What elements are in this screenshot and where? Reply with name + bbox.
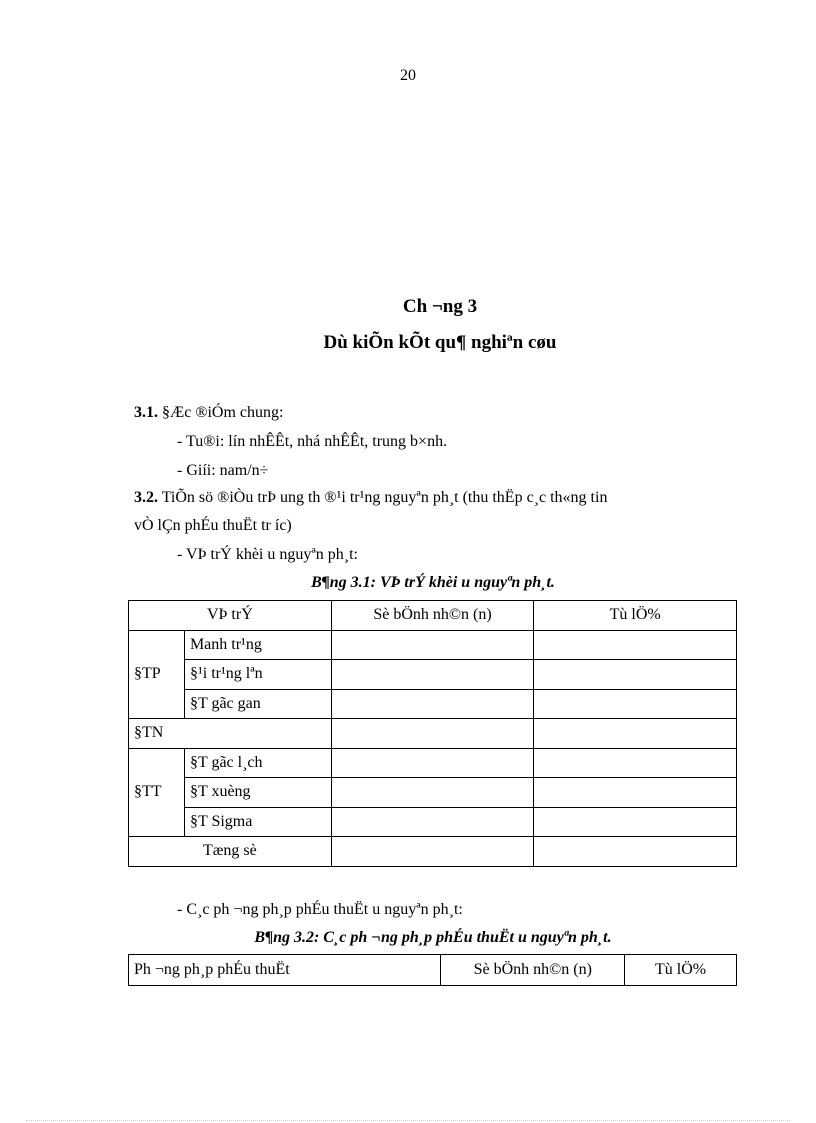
table-row <box>129 630 737 660</box>
table-row <box>129 807 737 837</box>
section-number: 3.2. <box>134 489 158 506</box>
table-header-row <box>129 955 737 986</box>
percent-cell <box>534 660 737 690</box>
table-header-row <box>129 601 737 631</box>
count-cell <box>331 630 534 660</box>
row-label: §T gãc gan <box>184 689 331 719</box>
header-cell: Sè bÖnh nh©n (n) <box>331 601 534 631</box>
tumor-location-item: - VÞ trÝ khèi u nguyªn ph¸t: <box>177 546 358 563</box>
table2-caption: B¶ng 3.2: C¸c ph ¬ng ph¸p phÉu thuËt u nguyªn ph¸t. <box>254 929 612 946</box>
group-label-tn: §TN <box>129 719 332 749</box>
total-label: Tæng sè <box>129 837 332 867</box>
count-cell <box>331 807 534 837</box>
table-row <box>129 748 737 778</box>
table-row <box>129 689 737 719</box>
section-title: §Æc ®iÓm chung: <box>162 404 284 421</box>
count-cell <box>331 689 534 719</box>
count-cell <box>331 837 534 867</box>
table-row <box>129 778 737 808</box>
count-cell <box>331 719 534 749</box>
percent-cell <box>534 807 737 837</box>
section-3-2-continued: vÒ lÇn phÉu thuËt tr íc) <box>134 517 292 534</box>
percent-cell <box>534 837 737 867</box>
header-cell: VÞ trÝ <box>129 601 332 631</box>
age-item: - Tu®i: lín nhÊÊt, nhá nhÊÊt, trung b×nh. <box>177 433 448 450</box>
table1-caption: B¶ng 3.1: VÞ trÝ khèi u nguyªn ph¸t. <box>311 574 555 591</box>
tumor-location-table <box>128 600 737 867</box>
header-cell: Sè bÖnh nh©n (n) <box>441 955 625 986</box>
percent-cell <box>534 630 737 660</box>
row-label: §T xuèng <box>184 778 331 808</box>
section-text: TiÕn sö ®iÒu trÞ ung th ®¹i tr¹ng nguyªn ph¸t (thu thËp c¸c th«ng tin <box>161 489 608 506</box>
table-row <box>129 719 737 749</box>
header-cell: Tù lÖ% <box>534 601 737 631</box>
percent-cell <box>534 748 737 778</box>
header-cell: Ph ¬ng ph¸p phÉu thuËt <box>129 955 441 986</box>
chapter-subtitle: Dù kiÕn kÕt qu¶ nghiªn cøu <box>323 332 557 353</box>
group-label-tt: §TT <box>129 748 185 837</box>
page-number: 20 <box>400 67 416 84</box>
section-3-1-heading <box>134 404 283 422</box>
percent-cell <box>534 689 737 719</box>
table-total-row <box>129 837 737 867</box>
section-3-2-heading <box>134 489 607 507</box>
group-label-tp: §TP <box>129 630 185 719</box>
percent-cell <box>534 719 737 749</box>
count-cell <box>331 778 534 808</box>
row-label: §¹i tr¹ng lªn <box>184 660 331 690</box>
chapter-title: Ch ¬ng 3 <box>402 296 478 317</box>
count-cell <box>331 748 534 778</box>
surgery-methods-item: - C¸c ph ¬ng ph¸p phÉu thuËt u nguyªn ph¸t: <box>177 901 463 918</box>
surgery-methods-table <box>128 954 737 986</box>
percent-cell <box>534 778 737 808</box>
page-bottom-border <box>26 1120 790 1121</box>
table-row <box>129 660 737 690</box>
row-label: Manh tr¹ng <box>184 630 331 660</box>
section-number: 3.1. <box>134 404 158 421</box>
row-label: §T Sigma <box>184 807 331 837</box>
header-cell: Tù lÖ% <box>625 955 737 986</box>
row-label: §T gãc l¸ch <box>184 748 331 778</box>
count-cell <box>331 660 534 690</box>
gender-item: - Giíi: nam/n÷ <box>177 462 269 479</box>
